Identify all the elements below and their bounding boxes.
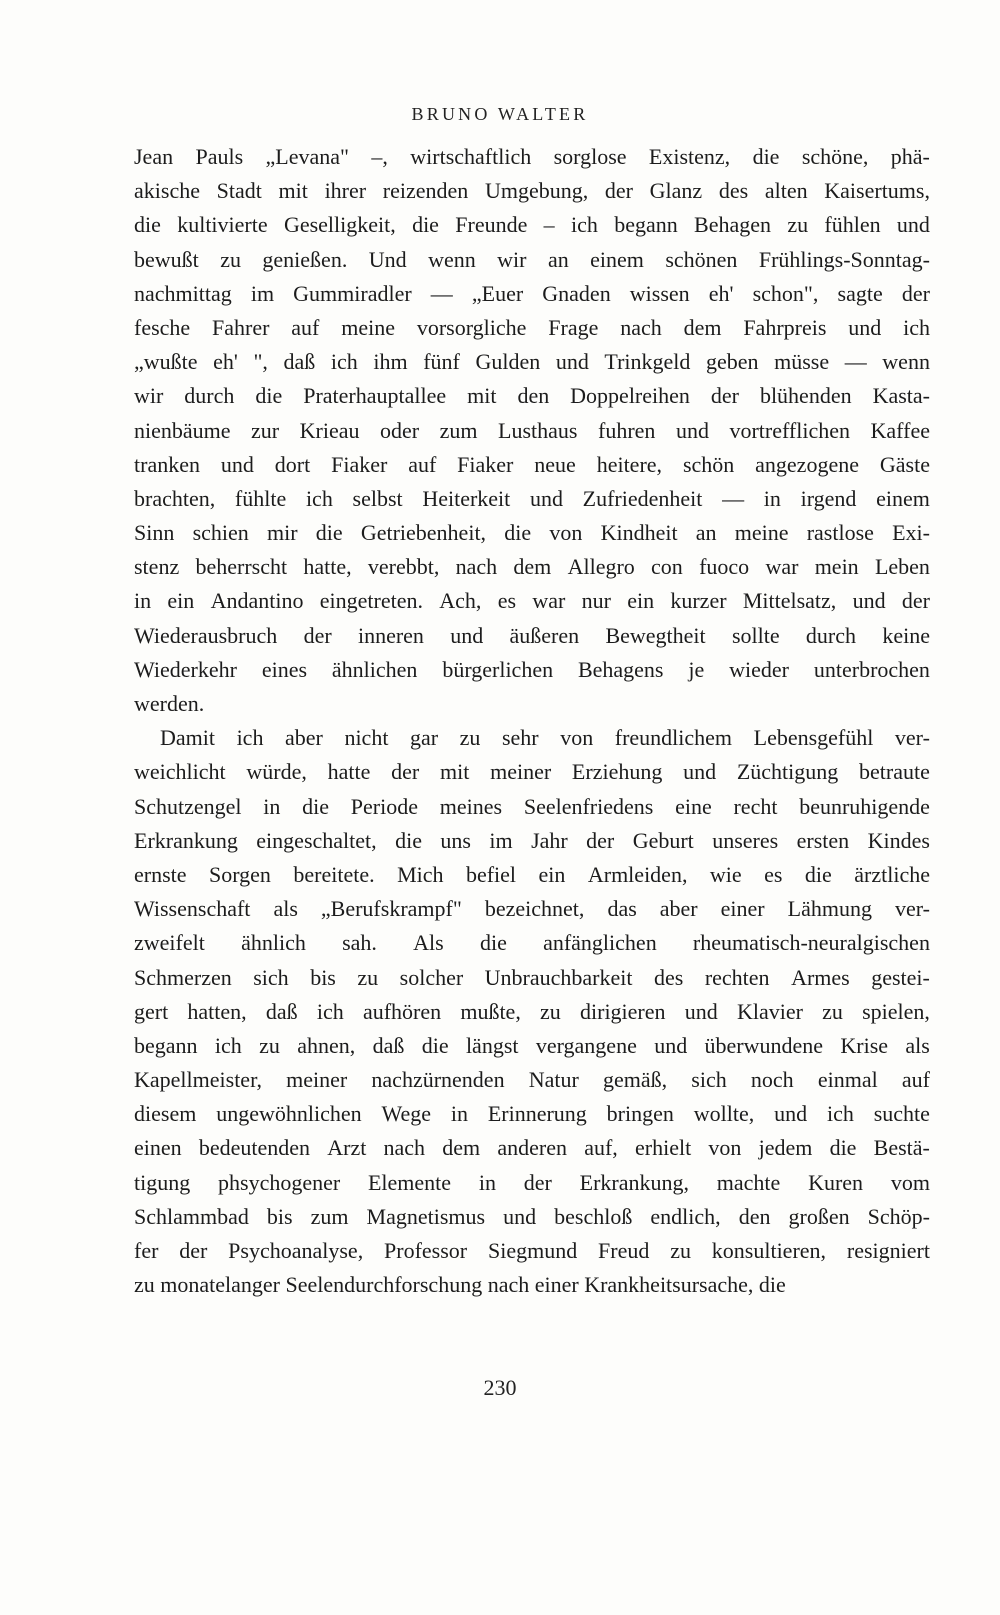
text-line: „wußte eh' ", daß ich ihm fünf Gulden und Trinkgeld geben müsse — wenn (134, 349, 930, 375)
text-line: in ein Andantino eingetreten. Ach, es war nur ein kurzer Mittelsatz, und der (134, 588, 930, 614)
text-line: nachmittag im Gummiradler — „Euer Gnaden wissen eh' schon", sagte der (134, 280, 930, 306)
text-line: die kultivierte Geselligkeit, die Freunde – ich begann Behagen zu fühlen und (134, 212, 930, 238)
text-line: zu monatelanger Seelendurchforschung nach einer Krankheitsursache, die (134, 1272, 786, 1298)
text-line: gert hatten, daß ich aufhören mußte, zu dirigieren und Klavier zu spielen, (134, 998, 930, 1024)
text-line: zweifelt ähnlich sah. Als die anfänglichen rheumatisch-neuralgischen (134, 930, 930, 956)
text-line: nienbäume zur Krieau oder zum Lusthaus fuhren und vortrefflichen Kaffee (134, 417, 930, 443)
text-line: diesem ungewöhnlichen Wege in Erinnerung bringen wollte, und ich suchte (134, 1101, 930, 1127)
text-line: brachten, fühlte ich selbst Heiterkeit und Zufriedenheit — in irgend einem (134, 485, 930, 511)
text-line: wir durch die Praterhauptallee mit den Doppelreihen der blühenden Kasta- (134, 383, 930, 409)
text-line: Jean Pauls „Levana" –, wirtschaftlich sorglose Existenz, die schöne, phä- (134, 144, 930, 169)
text-line: akische Stadt mit ihrer reizenden Umgebung, der Glanz des alten Kaisertums, (134, 178, 930, 204)
text-line: werden. (134, 691, 205, 716)
text-line: Wiederkehr eines ähnlichen bürgerlichen Behagens je wieder unterbrochen (134, 656, 930, 682)
text-line: Wissenschaft als „Berufskrampf" bezeichnet, das aber einer Lähmung ver- (134, 896, 930, 922)
running-title: BRUNO WALTER (411, 104, 589, 124)
text-line: Schutzengel in die Periode meines Seelenfriedens eine recht beunruhigende (134, 793, 930, 819)
text-line: bewußt zu genießen. Und wenn wir an einem schönen Frühlings-Sonntag- (134, 246, 930, 272)
text-line: fesche Fahrer auf meine vorsorgliche Frage nach dem Fahrpreis und ich (134, 314, 930, 340)
text-line: begann ich zu ahnen, daß die längst vergangene und überwundene Krise als (134, 1032, 930, 1058)
paragraph (134, 721, 930, 1302)
text-line: stenz beherrscht hatte, verebbt, nach dem Allegro con fuoco war mein Leben (134, 554, 930, 580)
text-line: Sinn schien mir die Getriebenheit, die von Kindheit an meine rastlose Exi- (134, 520, 930, 546)
text-line: tigung phsychogener Elemente in der Erkrankung, machte Kuren vom (134, 1169, 930, 1195)
text-line: weichlicht würde, hatte der mit meiner Erziehung und Züchtigung betraute (134, 759, 930, 785)
text-line: Schmerzen sich bis zu solcher Unbrauchbarkeit des rechten Armes gestei- (134, 964, 930, 990)
text-line: einen bedeutenden Arzt nach dem anderen auf, erhielt von jedem die Bestä- (134, 1135, 930, 1161)
page-number: 230 (483, 1375, 517, 1400)
paragraph (134, 140, 930, 721)
text-line: Kapellmeister, meiner nachzürnenden Natur gemäß, sich noch einmal auf (134, 1067, 930, 1093)
text-line: Erkrankung eingeschaltet, die uns im Jahr der Geburt unseres ersten Kindes (134, 827, 930, 853)
body-text (134, 140, 930, 1302)
text-line: fer der Psychoanalyse, Professor Siegmund Freud zu konsultieren, resigniert (134, 1238, 930, 1263)
text-line: ernste Sorgen bereitete. Mich befiel ein Armleiden, wie es die ärztliche (134, 861, 930, 887)
text-line: Damit ich aber nicht gar zu sehr von freundlichem Lebensgefühl ver- (160, 725, 930, 751)
text-line: Wiederausbruch der inneren und äußeren Bewegtheit sollte durch keine (134, 622, 930, 648)
text-line: tranken und dort Fiaker auf Fiaker neue heitere, schön angezogene Gäste (134, 451, 930, 477)
text-line: Schlammbad bis zum Magnetismus und beschloß endlich, den großen Schöp- (134, 1203, 930, 1229)
